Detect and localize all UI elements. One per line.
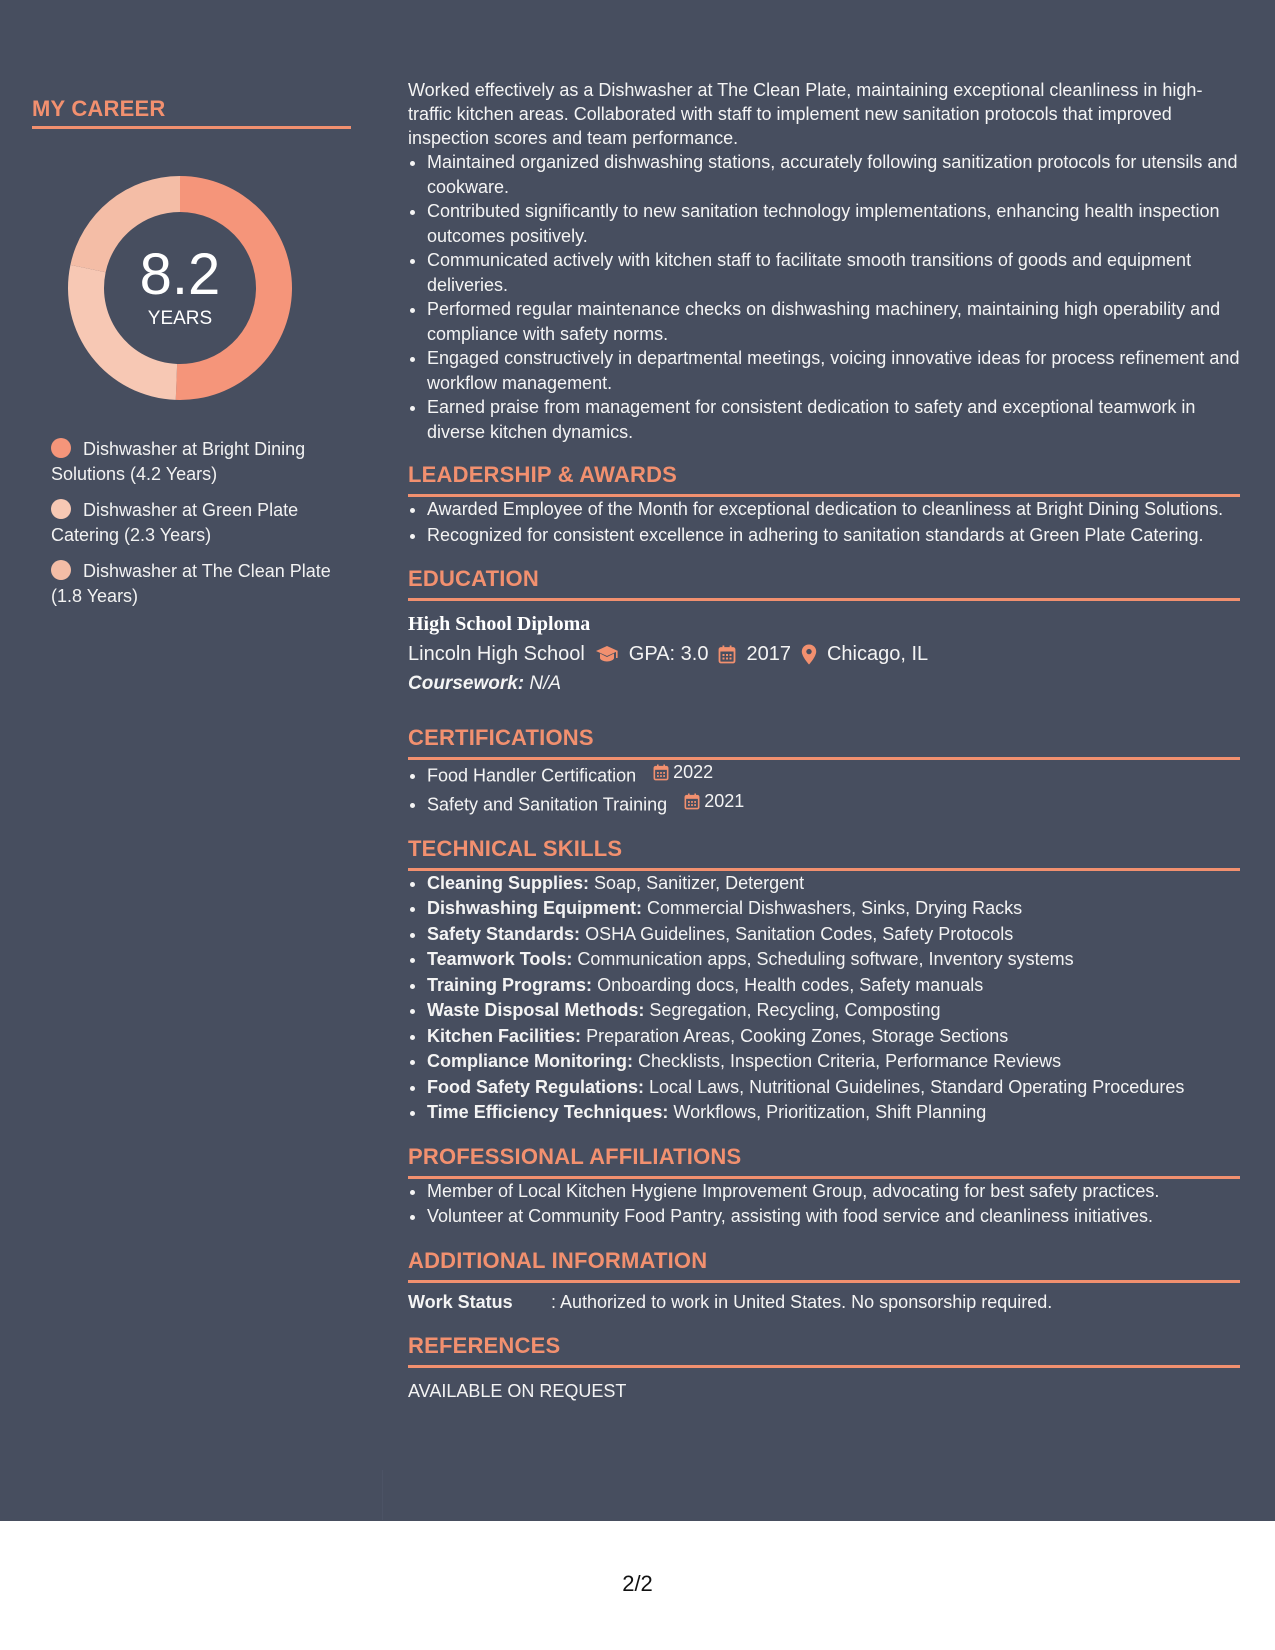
certification-name: Food Handler Certification [427, 765, 637, 786]
skill-value: Local Laws, Nutritional Guidelines, Standard Operating Procedures [649, 1076, 1185, 1097]
work-status-value: : Authorized to work in United States. No sponsorship required. [551, 1291, 1053, 1312]
affiliations-list [408, 1179, 1240, 1230]
skill-item [427, 1024, 1240, 1050]
education-details [408, 639, 1240, 669]
leadership-item: • Awarded Employee of the Month for exceptional dedication to cleanliness at Bright Dining Solutions. [427, 497, 1240, 523]
affiliation-item: • Volunteer at Community Food Pantry, assisting with food service and cleanliness initiatives. [427, 1204, 1240, 1230]
education-year: 2017 [746, 643, 791, 665]
references-section [408, 1333, 1240, 1404]
skills-list [408, 871, 1240, 1126]
legend-label: Dishwasher at The Clean Plate (1.8 Years) [51, 561, 331, 606]
experience-bullet: • Contributed significantly to new sanitation technology implementations, enhancing health inspection outcomes positively. [427, 199, 1240, 248]
skill-item [427, 998, 1240, 1024]
experience-summary: Worked effectively as a Dishwasher at The Clean Plate, maintaining exceptional cleanliness in high-traffic kitchen areas. Collaborated with staff to implement new sanitation protocols that improved inspection scores and team performance. [408, 80, 1203, 148]
skill-value: Workflows, Prioritization, Shift Planning [673, 1102, 987, 1122]
leadership-list [408, 497, 1240, 548]
career-legend [51, 437, 341, 609]
skill-label: Compliance Monitoring: [427, 1051, 633, 1071]
skill-label: Safety Standards: [427, 923, 581, 944]
education-section [408, 566, 1240, 699]
skills-section [408, 836, 1240, 1126]
skill-item [427, 871, 1240, 897]
skill-item [427, 947, 1240, 973]
total-years: 8.2 [139, 242, 221, 307]
certification-item [427, 789, 1240, 818]
affiliations-title: PROFESSIONAL AFFILIATIONS [408, 1144, 1240, 1179]
legend-label: Dishwasher at Green Plate Catering (2.3 Years) [51, 500, 299, 545]
certification-year: 2022 [673, 762, 714, 782]
affiliation-item: • Member of Local Kitchen Hygiene Improvement Group, advocating for best safety practices. [427, 1179, 1240, 1205]
calendar-icon [684, 793, 700, 810]
skill-item [427, 1075, 1240, 1101]
location-pin-icon [801, 644, 817, 665]
legend-dot-icon [51, 499, 71, 519]
legend-label: Dishwasher at Bright Dining Solutions (4.2 Years) [51, 439, 306, 484]
skill-value: Segregation, Recycling, Composting [649, 1000, 941, 1020]
education-gpa: GPA: 3.0 [628, 643, 709, 665]
certification-year-wrap [684, 789, 744, 815]
references-text: AVAILABLE ON REQUEST [408, 1380, 627, 1401]
experience-bullets [408, 150, 1240, 444]
experience-section [408, 78, 1240, 444]
certifications-title: CERTIFICATIONS [408, 725, 1240, 760]
leadership-item: • Recognized for consistent excellence in adhering to sanitation standards at Green Plate Catering. [427, 523, 1240, 549]
certifications-section [408, 725, 1240, 818]
leadership-section [408, 462, 1240, 548]
legend-item [51, 559, 341, 609]
skill-value: Preparation Areas, Cooking Zones, Storage Sections [586, 1025, 1009, 1046]
work-status-label: Work Status [408, 1291, 513, 1312]
calendar-icon [653, 764, 669, 781]
skill-value: OSHA Guidelines, Sanitation Codes, Safety Protocols [585, 923, 1014, 944]
experience-bullet: • Maintained organized dishwashing stations, accurately following sanitization protocols for utensils and cookware. [427, 150, 1240, 199]
education-body [408, 611, 1240, 699]
skill-item [427, 1049, 1240, 1075]
right-column [408, 78, 1240, 1404]
skill-label: Time Efficiency Techniques: [427, 1102, 669, 1122]
career-donut-chart [65, 173, 295, 403]
skill-label: Dishwashing Equipment: [427, 898, 643, 918]
education-location: Chicago, IL [826, 643, 929, 665]
skill-item [427, 973, 1240, 999]
skills-title: TECHNICAL SKILLS [408, 836, 1240, 871]
experience-bullet: • Engaged constructively in departmental meetings, voicing innovative ideas for process refinement and workflow management. [427, 346, 1240, 395]
education-degree: High School Diploma [408, 613, 591, 635]
years-label: YEARS [147, 308, 213, 329]
skill-label: Kitchen Facilities: [427, 1025, 582, 1046]
legend-dot-icon [51, 438, 71, 458]
education-title: EDUCATION [408, 566, 1240, 601]
skill-label: Cleaning Supplies: [427, 872, 590, 893]
leadership-title: LEADERSHIP & AWARDS [408, 462, 1240, 497]
skill-item [427, 1100, 1240, 1126]
legend-item [51, 437, 341, 487]
skill-label: Teamwork Tools: [427, 949, 573, 969]
graduation-cap-icon [595, 645, 619, 663]
skill-item [427, 922, 1240, 948]
skill-value: Onboarding docs, Health codes, Safety manuals [597, 974, 984, 995]
legend-dot-icon [51, 560, 71, 580]
additional-row [408, 1289, 1240, 1315]
experience-bullet: • Communicated actively with kitchen staff to facilitate smooth transitions of goods and equipment deliveries. [427, 248, 1240, 297]
additional-section [408, 1248, 1240, 1315]
skill-value: Communication apps, Scheduling software, Inventory systems [577, 949, 1074, 969]
skill-label: Training Programs: [427, 974, 593, 995]
certification-name: Safety and Sanitation Training [427, 794, 668, 814]
skill-label: Waste Disposal Methods: [427, 1000, 645, 1020]
affiliations-section [408, 1144, 1240, 1230]
legend-item [51, 498, 341, 548]
experience-bullet: • Performed regular maintenance checks on dishwashing machinery, maintaining high operability and compliance with safety norms. [427, 297, 1240, 346]
donut-center [65, 173, 295, 403]
skill-value: Soap, Sanitizer, Detergent [594, 872, 805, 893]
career-title: MY CAREER [32, 96, 351, 129]
references-title: REFERENCES [408, 1333, 1240, 1368]
certification-year-wrap [653, 760, 713, 786]
coursework-label: Coursework: [408, 673, 525, 694]
certifications-list [408, 760, 1240, 818]
education-coursework [408, 669, 1240, 699]
column-divider [382, 1470, 383, 1520]
skill-value: Checklists, Inspection Criteria, Performance Reviews [638, 1051, 1062, 1071]
coursework-value: N/A [529, 673, 562, 694]
additional-title: ADDITIONAL INFORMATION [408, 1248, 1240, 1283]
experience-bullet: • Earned praise from management for consistent dedication to safety and exceptional teamwork in diverse kitchen dynamics. [427, 395, 1240, 444]
calendar-icon [718, 645, 736, 664]
certification-item [427, 760, 1240, 789]
skill-label: Food Safety Regulations: [427, 1076, 645, 1097]
skill-value: Commercial Dishwashers, Sinks, Drying Racks [647, 898, 1023, 918]
education-school: Lincoln High School [408, 643, 585, 665]
certification-year: 2021 [704, 790, 745, 811]
skill-item [427, 896, 1240, 922]
page-number: 2/2 [622, 1571, 653, 1596]
left-column [32, 96, 351, 620]
